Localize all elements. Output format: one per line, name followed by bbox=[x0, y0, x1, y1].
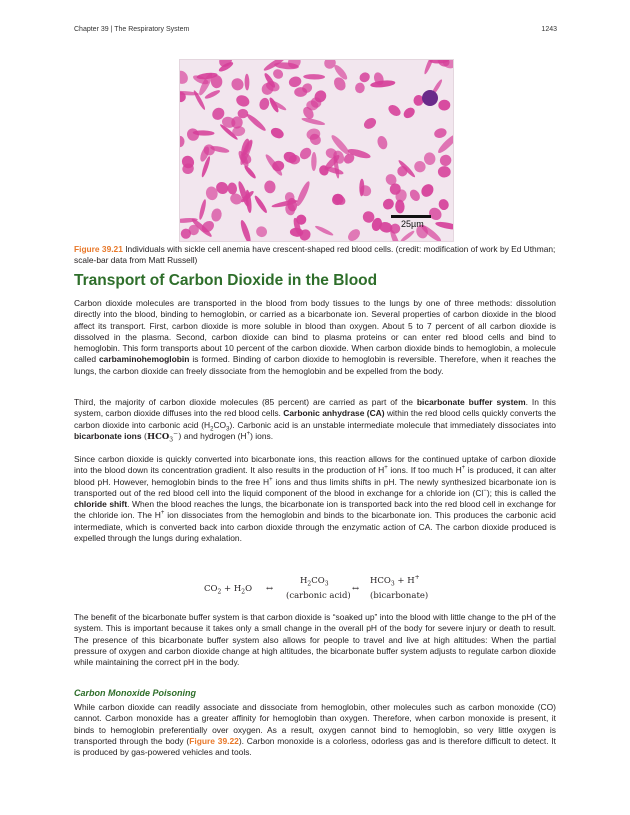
red-blood-cell bbox=[381, 197, 396, 212]
red-blood-cell bbox=[180, 136, 185, 147]
red-blood-cell bbox=[395, 199, 405, 213]
paragraph-carbon-monoxide: While carbon dioxide can readily associate and dissociate from hemoglobin, other molecules such as carbon monoxide (CO) cannot. Carbon monoxide has a greater affinity for hemoglobin than oxygen. Therefore, when carbon monoxide is present, it binds to hemoglobin preferentially over oxygen. As a result, oxygen cannot bind to hemoglobin, so very little oxygen is transported through the body (Figure 39.22). Carbon monoxide is a colorless, odorless gas and is therefore difficult to detect. It is produced by gas-powered vehicles and tools. bbox=[74, 702, 556, 757]
red-blood-cell bbox=[288, 75, 303, 89]
red-blood-cell bbox=[227, 182, 238, 195]
sickle-cell bbox=[198, 199, 207, 220]
white-blood-cell bbox=[422, 90, 438, 106]
red-blood-cell bbox=[438, 152, 453, 168]
figure-39-22-link[interactable]: Figure 39.22 bbox=[189, 735, 239, 746]
paragraph-co2-methods: Carbon dioxide molecules are transported in the blood from body tissues to the lungs by one of three methods: dissolution directly into the blood, binding to hemoglobin, or carried as a bicarbonate ion. Several properties of carbon dioxide in the blood affect its transport. First, carbon dioxide is more soluble in blood than oxygen. About 5 to 7 percent of all carbon dioxide is dissolved in the plasma. Second, carbon dioxide can bind to plasma proteins or can enter red blood cells and bind to hemoglobin. This form transports about 10 percent of the carbon dioxide. When carbon dioxide binds to hemoglobin, a molecule called carbaminohemoglobin is formed. Binding of carbon dioxide to hemoglobin is reversible. Therefore, when it reaches the lungs, the carbon dioxide can freely dissociate from the hemoglobin and be expelled from the body. bbox=[74, 298, 556, 376]
red-blood-cell bbox=[419, 182, 436, 199]
sickle-cell bbox=[295, 180, 312, 207]
subsection-title: Carbon Monoxide Poisoning bbox=[74, 688, 196, 698]
paragraph-buffer-benefit: The benefit of the bicarbonate buffer system is that carbon dioxide is “soaked up” into the blood with little change to the pH of the system. This is important because it takes only a small change in the overall pH of the body for severe injury or death to result. The presence of this bicarbonate buffer system also allows for people to travel and live at high altitudes: When the partial pressure of oxygen and carbon dioxide change at high altitudes, the bicarbonate buffer system adjusts to regulate carbon dioxide while maintaining the correct pH in the body. bbox=[74, 612, 556, 667]
hco3-formula: $(HCO_3^-)$ bbox=[143, 429, 182, 444]
red-blood-cell bbox=[234, 93, 251, 109]
red-blood-cell bbox=[180, 68, 191, 86]
sickle-cell bbox=[239, 219, 253, 241]
red-blood-cell bbox=[433, 127, 448, 140]
red-blood-cell bbox=[362, 116, 378, 131]
sickle-cell bbox=[311, 152, 317, 171]
section-title: Transport of Carbon Dioxide in the Blood bbox=[74, 272, 378, 289]
eq-arrow-2: ↔ bbox=[352, 584, 360, 594]
sickle-cell bbox=[204, 89, 221, 100]
red-blood-cell bbox=[423, 151, 437, 166]
eq-carbonic-acid: $H_2CO_3$ bbox=[300, 576, 329, 588]
sickle-cell bbox=[301, 117, 326, 127]
sickle-cell bbox=[245, 112, 267, 132]
page-number: 1243 bbox=[541, 26, 557, 33]
red-blood-cell bbox=[376, 135, 389, 151]
red-blood-cell bbox=[355, 82, 365, 93]
caption-text: Individuals with sickle cell anemia have crescent-shaped red blood cells. (credit: modification of work by Ed Uthman; scale-bar data from Matt Russell) bbox=[74, 244, 556, 265]
red-blood-cell bbox=[330, 191, 346, 207]
bicarbonate-equation bbox=[204, 576, 444, 606]
paragraph-chloride-shift: Since carbon dioxide is quickly converted into bicarbonate ions, this reaction allows for the continued uptake of carbon dioxide into the blood down its concentration gradient. It also results in the production of H+ ions. If too much H+ is produced, it can alter blood pH. However, hemoglobin binds to the free H+ ions and thus limits shifts in pH. The newly synthesized bicarbonate ion is transported out of the red blood cell into the liquid component of the blood in exchange for a chloride ion (Cl−); this is called the chloride shift. When the blood reaches the lungs, the bicarbonate ion is transported back into the red blood cell in exchange for the chloride ion. The H+ ion dissociates from the hemoglobin and binds to the bicarbonate ion. This produces the carbonic acid intermediate, which is converted back into carbon dioxide through the enzymatic action of CA. The carbon dioxide produced is expelled through the lungs during exhalation. bbox=[74, 454, 557, 543]
red-blood-cell bbox=[437, 198, 450, 212]
sickle-cell bbox=[303, 74, 325, 80]
paragraph-bicarbonate-system: Third, the majority of carbon dioxide molecules (85 percent) are carried as part of the bicarbonate buffer system. In this system, carbon dioxide diffuses into the red blood cells. Carbonic anhydrase (CA) within the red blood cells quickly converts the carbon dioxide into carbonic acid $(H_2CO_3)$. Carbonic acid is an unstable intermediate molecule that immediately dissociates into bicarbonate ions $(HCO_3^-)$ and hydrogen (H+) ions. bbox=[74, 397, 557, 444]
red-blood-cell bbox=[269, 126, 285, 141]
red-blood-cell bbox=[438, 166, 451, 178]
red-blood-cell bbox=[258, 97, 271, 111]
red-blood-cell bbox=[408, 188, 422, 203]
red-blood-cell bbox=[358, 70, 372, 84]
figure-label: Figure 39.21 bbox=[74, 244, 123, 254]
sickle-cell-micrograph bbox=[179, 59, 454, 242]
sickle-cell bbox=[243, 164, 257, 179]
eq-arrow-1: ↔ bbox=[266, 584, 274, 594]
red-blood-cell bbox=[271, 67, 285, 80]
blood-cells-image bbox=[180, 60, 453, 241]
sickle-cell bbox=[314, 224, 334, 237]
red-blood-cell bbox=[346, 227, 363, 241]
red-blood-cell bbox=[229, 76, 246, 93]
red-blood-cell bbox=[264, 180, 276, 194]
running-header-chapter: Chapter 39 | The Respiratory System bbox=[74, 26, 190, 33]
sickle-cell bbox=[253, 194, 268, 214]
scale-bar bbox=[391, 215, 449, 235]
eq-bicarbonate-label: (bicarbonate) bbox=[370, 591, 429, 601]
red-blood-cell bbox=[413, 95, 423, 106]
red-blood-cell bbox=[210, 207, 223, 222]
eq-products: $HCO_3 + H^+$ bbox=[370, 574, 420, 588]
red-blood-cell bbox=[438, 99, 451, 111]
sickle-cell bbox=[244, 74, 249, 91]
red-blood-cell bbox=[254, 224, 269, 239]
figure-caption bbox=[74, 244, 556, 266]
eq-reactants: $CO_2 + H_2O$ bbox=[204, 584, 253, 596]
red-blood-cell bbox=[402, 105, 417, 120]
scale-bar-line bbox=[391, 215, 431, 218]
red-blood-cell bbox=[386, 103, 402, 119]
eq-carbonic-label: (carbonic acid) bbox=[286, 591, 351, 601]
scale-bar-label: 25µm bbox=[401, 219, 424, 229]
